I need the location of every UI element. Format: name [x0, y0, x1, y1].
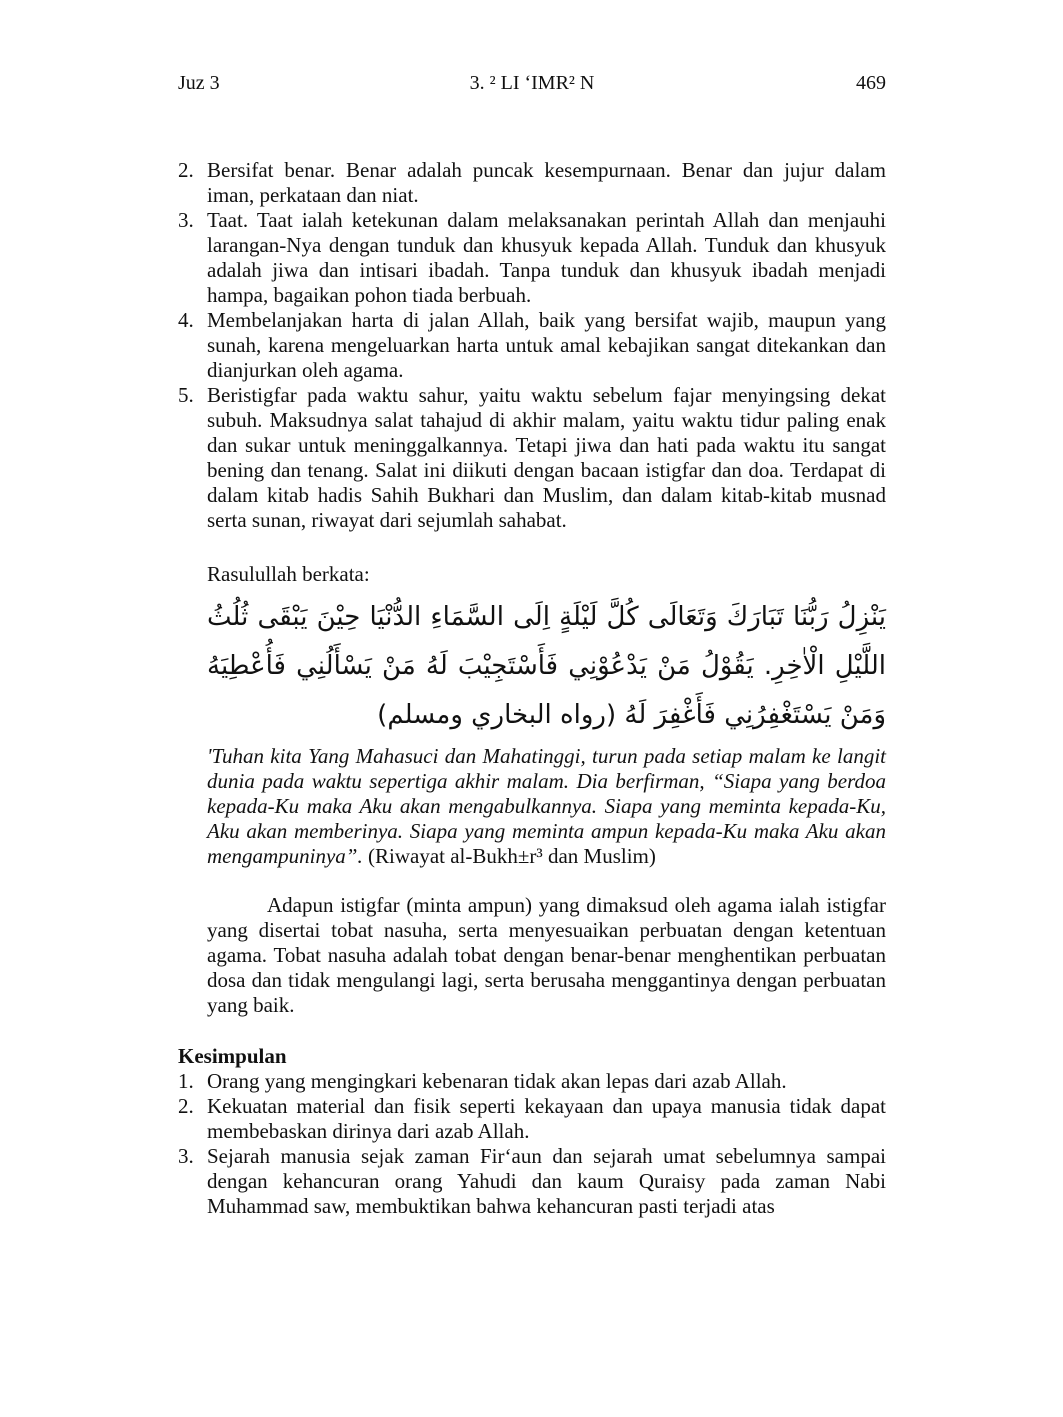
list-item-number: 5.	[178, 383, 194, 407]
juz-label: Juz 3	[178, 72, 220, 94]
list-item-text: Bersifat benar. Benar adalah puncak kesempurnaan. Benar dan jujur dalam iman, perkataan dan niat.	[207, 158, 886, 207]
list-item-text: Membelanjakan harta di jalan Allah, baik yang bersifat wajib, maupun yang sunah, karena mengeluarkan harta untuk amal kebajikan sangat ditekankan dan dianjurkan oleh agama.	[207, 308, 886, 382]
page-number: 469	[856, 72, 886, 94]
surah-title: 3. ² LI ‘IMR² N	[469, 72, 595, 94]
translation-source: (Riwayat al-Bukh±r³ dan Muslim)	[362, 844, 656, 868]
hadith-intro: Rasulullah berkata:	[207, 562, 370, 586]
list-item-number: 2.	[178, 158, 194, 182]
numbered-list-virtues	[178, 158, 886, 533]
list-item-number: 3.	[178, 208, 194, 232]
list-item	[178, 1144, 886, 1219]
arabic-hadith: يَنْزِلُ رَبُّنَا تَبَارَكَ وَتَعَالَى كُلَّ لَيْلَةٍ اِلَى السَّمَاءِ الدُّنْيَا حِيْنَ يَبْقَى ثُلُثُ اللَّيْلِ الْاٰخِرِ. يَقُوْلُ مَنْ يَدْعُوْنِي فَأَسْتَجِيْبَ لَهُ مَنْ يَسْأَلُنِي فَأُعْطِيَهُ وَمَنْ يَسْتَغْفِرُنِي فَأَغْفِرَ لَهُ (رواه البخاري ومسلم)	[207, 602, 886, 730]
list-item	[178, 208, 886, 308]
numbered-list-conclusion	[178, 1069, 886, 1219]
list-item	[178, 308, 886, 383]
list-item	[178, 1094, 886, 1144]
list-item-text: Beristigfar pada waktu sahur, yaitu waktu sebelum fajar menyingsing dekat subuh. Maksudnya salat tahajud di akhir malam, yaitu waktu tidur paling enak dan sukar untuk meninggalkannya. Tetapi jiwa dan hati pada waktu itu sangat bening dan tenang. Salat ini diikuti dengan bacaan istigfar dan doa. Terdapat di dalam kitab hadis Sahih Bukhari dan Muslim, dan dalam kitab-kitab musnad serta sunan, riwayat dari sejumlah sahabat.	[207, 383, 886, 532]
istigfar-paragraph: Adapun istigfar (minta ampun) yang dimaksud oleh agama ialah istigfar yang disertai tobat nasuha, serta menyesuaikan perbuatan dengan ketentuan agama. Tobat nasuha adalah tobat dengan benar-benar menghentikan perbuatan dosa dan tidak mengulangi lagi, serta berusaha menggantinya dengan perbuatan yang baik.	[207, 893, 886, 1017]
running-header	[178, 72, 886, 100]
list-item-text: Kekuatan material dan fisik seperti kekayaan dan upaya manusia tidak dapat membebaskan dirinya dari azab Allah.	[207, 1094, 886, 1143]
hadith-translation	[178, 744, 886, 869]
list-item-text: Taat. Taat ialah ketekunan dalam melaksanakan perintah Allah dan menjauhi larangan-Nya dengan tunduk dan khusyuk kepada Allah. Tunduk dan khusyuk adalah jiwa dan intisari ibadah. Tanpa tunduk dan khusyuk ibadah menjadi hampa, bagaikan pohon tiada berbuah.	[207, 208, 886, 307]
paragraph-wrapper	[178, 893, 886, 1018]
page-body	[178, 158, 886, 1219]
list-item-text: Orang yang mengingkari kebenaran tidak akan lepas dari azab Allah.	[207, 1069, 787, 1093]
list-item-text: Sejarah manusia sejak zaman Fir‘aun dan sejarah umat sebelumnya sampai dengan kehancuran orang Yahudi dan kaum Quraisy pada zaman Nabi Muhammad saw, membuktikan bahwa kehancuran pasti terjadi atas	[207, 1144, 886, 1218]
list-item-number: 3.	[178, 1144, 194, 1168]
list-item	[178, 1069, 886, 1094]
list-item-number: 4.	[178, 308, 194, 332]
translation-text: 'Tuhan kita Yang Mahasuci dan Mahatinggi, turun pada setiap malam ke langit dunia pada waktu sepertiga akhir malam. Dia berfirman, “Siapa yang berdoa kepada-Ku maka Aku akan mengabulkannya. Siapa yang meminta kepada-Ku, Aku akan memberinya. Siapa yang meminta ampun kepada-Ku maka Aku akan mengampuninya”.	[207, 744, 886, 868]
list-item	[178, 158, 886, 208]
list-item-number: 2.	[178, 1094, 194, 1118]
list-item	[178, 383, 886, 533]
section-heading: Kesimpulan	[178, 1044, 287, 1068]
list-item-number: 1.	[178, 1069, 194, 1093]
